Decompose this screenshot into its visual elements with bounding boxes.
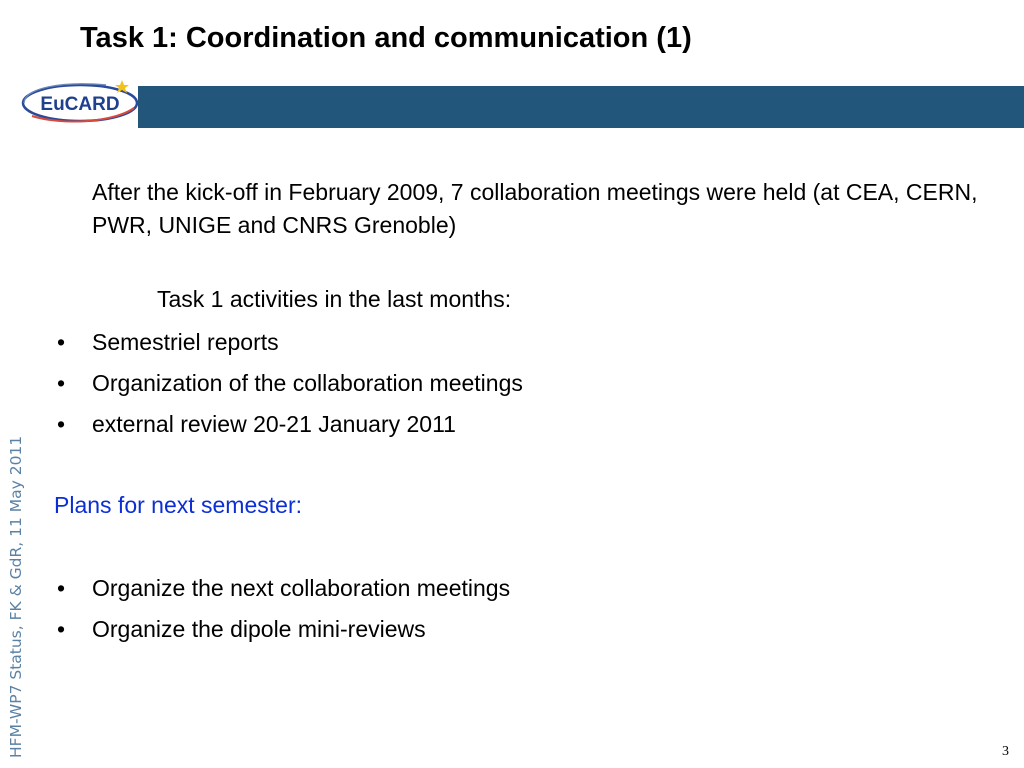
slide-title: Task 1: Coordination and communication (1) — [80, 22, 692, 54]
side-caption: HFM-WP7 Status, FK & GdR, 11 May 2011 — [7, 435, 25, 758]
list-item-text: Organization of the collaboration meetings — [92, 370, 523, 396]
logo-text: EuCARD — [40, 94, 120, 115]
bullet-icon: • — [57, 329, 66, 355]
bullet-icon: • — [57, 411, 66, 437]
bullet-icon: • — [57, 575, 66, 601]
page-number: 3 — [1002, 744, 1009, 759]
bullet-icon: • — [57, 616, 66, 642]
list-item-text: Organize the dipole mini-reviews — [92, 616, 426, 642]
bullet-icon: • — [57, 370, 66, 396]
list-item-text: external review 20-21 January 2011 — [92, 411, 456, 437]
list-item-text: Semestriel reports — [92, 329, 279, 355]
activities-heading: Task 1 activities in the last months: — [157, 286, 512, 312]
list-item-text: Organize the next collaboration meetings — [92, 575, 511, 601]
intro-paragraph: After the kick-off in February 2009, 7 collaboration meetings were held (at CEA, CERN, PWR, UNIGE and CNRS Grenoble) — [92, 179, 978, 238]
plans-heading: Plans for next semester: — [54, 492, 302, 518]
